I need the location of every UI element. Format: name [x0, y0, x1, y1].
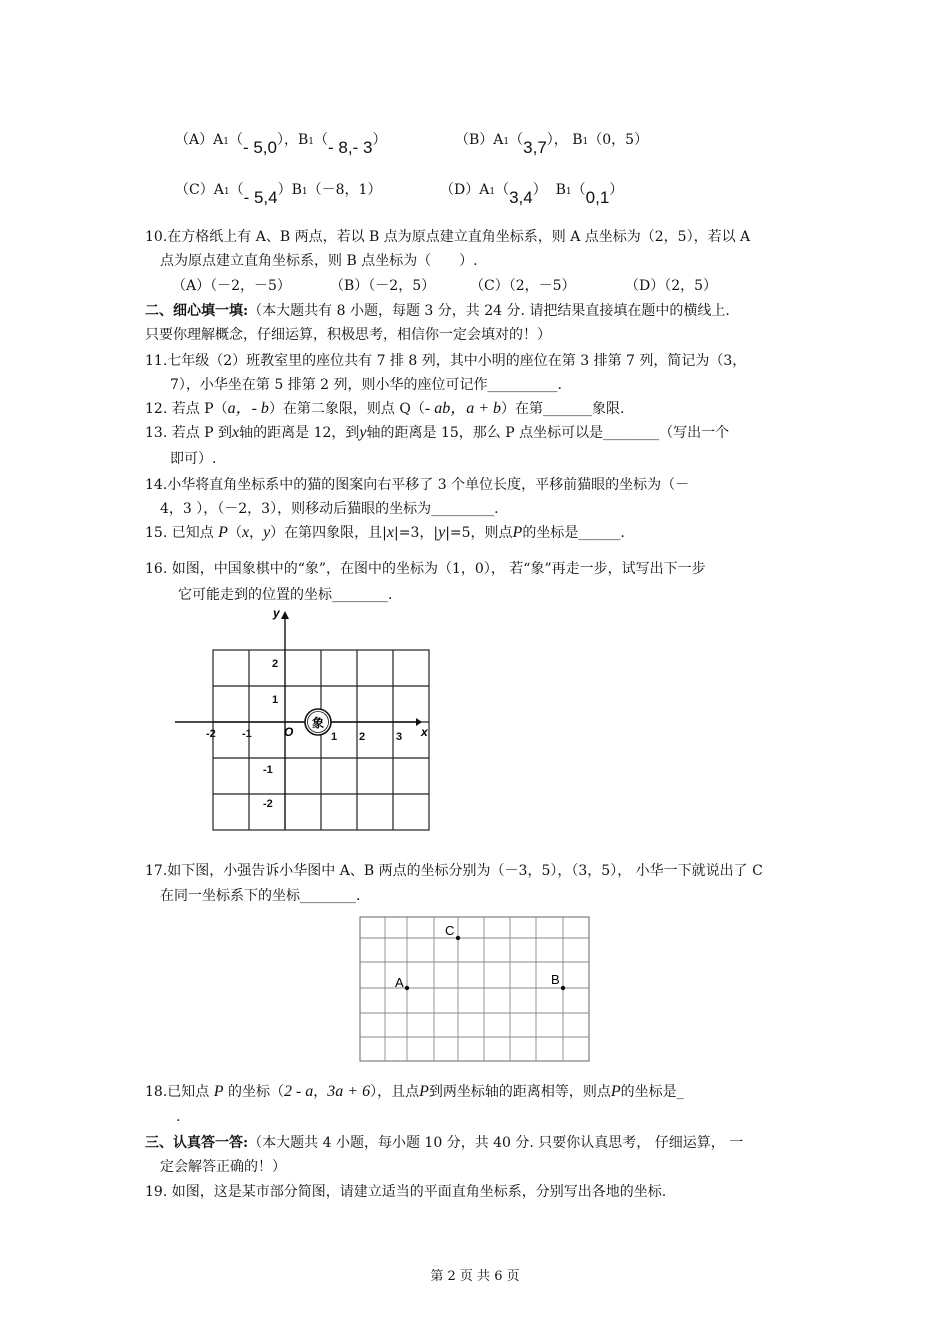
q14-line-2: 4，3 ），（－2，3），则移动后猫眼的坐标为_________.	[160, 501, 499, 517]
section-3-intro: 三、认真答一答:（本大题共 4 小题，每小题 10 分，共 40 分. 只要你认真思考， 仔细运算， 一	[145, 1135, 744, 1151]
y-tick-label: -1	[263, 764, 273, 776]
coord: 3,7	[523, 138, 547, 157]
point-b-label: B	[551, 972, 560, 987]
q10-line-2: 点为原点建立直角坐标系，则 B 点坐标为（ ）.	[160, 253, 478, 269]
q11-line-1: 11.七年级（2）班教室里的座位共有 7 排 8 列，其中小明的座位在第 3 排第 7 列，简记为（3，	[145, 353, 747, 369]
q10-option-b: （B）（－2，5）	[330, 278, 436, 294]
coord: - 5,4	[243, 188, 278, 207]
x-tick-label: 1	[331, 731, 338, 743]
coord: 0,1	[585, 188, 610, 207]
option-label: （A）A	[175, 132, 224, 148]
y-axis-label: y	[273, 606, 280, 620]
x-tick-label: 2	[359, 731, 366, 743]
y-tick-label: -2	[263, 798, 273, 810]
section-3-line-2: 定会解答正确的！）	[160, 1159, 286, 1175]
y-axis-arrow-icon	[281, 611, 289, 619]
coord: - 8,- 3	[328, 138, 373, 157]
y-tick-label: 2	[272, 658, 279, 670]
q19-line-1: 19. 如图，这是某市部分简图，请建立适当的平面直角坐标系，分别写出各地的坐标.	[145, 1184, 667, 1200]
axes	[175, 617, 416, 830]
point-b	[561, 986, 565, 990]
section-2-heading: 二、细心填一填:	[145, 303, 249, 319]
q9-option-b: （B）A1（3,7）， B1（0，5）	[455, 132, 649, 157]
page-footer: 第 2 页 共 6 页	[430, 1269, 520, 1284]
math: 2 - a	[283, 1083, 314, 1100]
x-tick-label: 3	[396, 731, 403, 743]
math: a，- b	[227, 400, 269, 417]
q13-line-2: 即可）.	[170, 451, 217, 467]
q12: 12. 若点 P（a，- b）在第二象限，则点 Q（- ab，a + b）在第_______象限.	[145, 400, 625, 417]
origin-label: O	[284, 725, 294, 739]
q9-option-a: （A）A1（- 5,0），B1（- 8,- 3）	[175, 132, 387, 157]
points-grid-figure	[355, 912, 595, 1067]
coord: - 5,0	[242, 138, 277, 157]
x-tick-labels	[206, 728, 402, 743]
coord: 3,4	[509, 188, 533, 207]
y-tick-label: 1	[272, 694, 279, 706]
y-tick-labels	[263, 658, 278, 810]
q11-line-2: 7），小华坐在第 5 排第 2 列，则小华的座位可记作__________.	[170, 377, 562, 393]
section-2-line-2: 只要你理解概念，仔细运算，积极思考，相信你一定会填对的！）	[145, 327, 551, 343]
q17-line-1: 17.如下图，小强告诉小华图中 A、B 两点的坐标分别为（－3，5），（3，5）， 小华一下就说出了 C	[145, 863, 763, 879]
math: 3a + 6	[327, 1083, 371, 1100]
q10-option-a: （A）（－2，－5）	[172, 278, 291, 294]
section-3-heading: 三、认真答一答:	[145, 1135, 249, 1151]
q10-option-d: （D）（2，5）	[625, 278, 718, 294]
point-a	[405, 986, 409, 990]
x-axis-label: x	[421, 725, 428, 739]
q18-line-1: 18.已知点 P 的坐标（2 - a，3a + 6），且点P到两坐标轴的距离相等，则点P的坐标是_	[145, 1083, 684, 1100]
q14-line-1: 14.小华将直角坐标系中的猫的图案向右平移了 3 个单位长度，平移前猫眼的坐标为（－	[145, 477, 690, 493]
q16-line-2: 它可能走到的位置的坐标________.	[178, 587, 393, 603]
elephant-piece-label: 象	[311, 716, 325, 730]
q16-line-1: 16. 如图，中国象棋中的“象”，在图中的坐标为（1，0）， 若“象”再走一步，试写出下一步	[145, 561, 706, 577]
q9-option-d: （D）A1（3,4） B1（0,1）	[440, 182, 624, 207]
chess-coordinate-figure	[170, 605, 440, 835]
q13-line-1: 13. 若点 P 到x轴的距离是 12，到y轴的距离是 15，那么 P 点坐标可以是________（写出一个	[145, 424, 730, 441]
math: - ab，a + b	[424, 400, 502, 417]
q10-line-1: 10.在方格纸上有 A、B 两点，若以 B 点为原点建立直角坐标系，则 A 点坐标为（2，5），若以 A	[145, 229, 751, 245]
q18-line-2: .	[176, 1109, 181, 1125]
x-tick-label: -1	[242, 728, 252, 740]
point-c-label: C	[445, 923, 455, 938]
q9-option-c: （C）A1（- 5,4）B1（－8，1）	[175, 182, 382, 207]
x-tick-label: -2	[206, 728, 216, 740]
q17-line-2: 在同一坐标系下的坐标________.	[160, 888, 361, 904]
section-2-intro: 二、细心填一填:（本大题共有 8 小题，每题 3 分，共 24 分. 请把结果直接填在题中的横线上.	[145, 303, 730, 319]
point-c	[456, 936, 460, 940]
q15: 15. 已知点 P（x，y）在第四象限，且|x|=3，|y|=5，则点P的坐标是______.	[145, 524, 625, 541]
point-a-label: A	[395, 975, 404, 990]
q10-option-c: （C）（2，－5）	[470, 278, 576, 294]
